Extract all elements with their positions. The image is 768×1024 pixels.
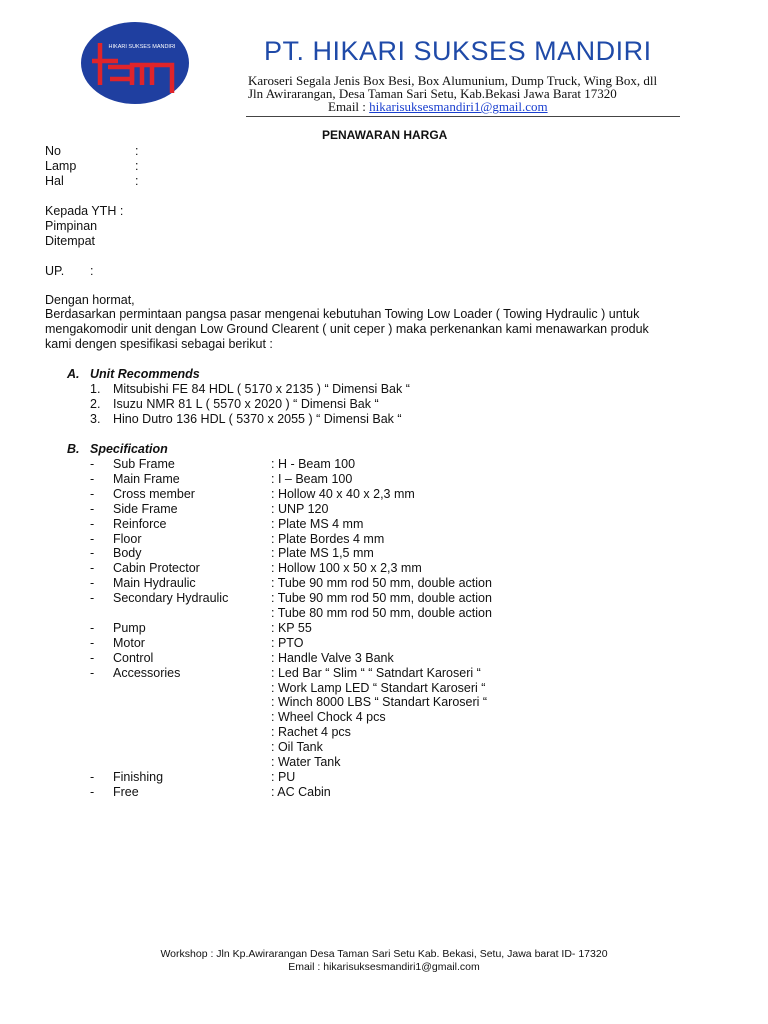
unit-item-text: Hino Dutro 136 HDL ( 5370 x 2055 ) “ Dimensi Bak “ bbox=[113, 412, 402, 426]
section-a-title: Unit Recommends bbox=[90, 367, 200, 381]
spec-dash: - bbox=[90, 561, 95, 576]
spec-dash: - bbox=[90, 516, 95, 531]
greeting: Dengan hormat, bbox=[45, 293, 135, 307]
meta-no-colon: : bbox=[135, 144, 139, 158]
spec-label: Side Frame bbox=[113, 501, 178, 516]
spec-dash: - bbox=[90, 546, 95, 561]
spec-value: : Wheel Chock 4 pcs bbox=[271, 710, 386, 725]
company-tagline: Karoseri Segala Jenis Box Besi, Box Alumunium, Dump Truck, Wing Box, dll bbox=[248, 73, 658, 88]
unit-item-number: 3. bbox=[90, 412, 101, 426]
spec-value: : Work Lamp LED “ Standart Karoseri “ bbox=[271, 680, 486, 695]
meta-hal-colon: : bbox=[135, 174, 139, 188]
spec-value: : Plate MS 1,5 mm bbox=[271, 546, 374, 561]
spec-dash: - bbox=[90, 635, 95, 650]
spec-value: : Winch 8000 LBS “ Standart Karoseri “ bbox=[271, 695, 488, 710]
up-colon: : bbox=[90, 264, 94, 278]
spec-dash: - bbox=[90, 591, 95, 606]
spec-value: : Tube 90 mm rod 50 mm, double action bbox=[271, 576, 492, 591]
email-link[interactable]: hikarisuksesmandiri1@gmail.com bbox=[369, 99, 548, 114]
intro-paragraph-line-3: kami dengen spesifikasi sebagai berikut : bbox=[45, 337, 273, 351]
spec-value: : Led Bar “ Slim “ “ Satndart Karoseri “ bbox=[271, 665, 481, 680]
spec-label: Control bbox=[113, 650, 154, 665]
spec-value: : PU bbox=[271, 769, 296, 784]
spec-dash: - bbox=[90, 531, 95, 546]
spec-dash: - bbox=[90, 486, 95, 501]
meta-lamp-label: Lamp bbox=[45, 159, 77, 173]
meta-hal-label: Hal bbox=[45, 174, 64, 188]
spec-label: Motor bbox=[113, 635, 145, 650]
spec-dash: - bbox=[90, 665, 95, 680]
intro-paragraph-line-2: mengakomodir unit dengan Low Ground Clearent ( unit ceper ) maka perkenankan kami menawarkan produk bbox=[45, 322, 649, 336]
spec-value: : KP 55 bbox=[271, 620, 312, 635]
company-name: PT. HIKARI SUKSES MANDIRI bbox=[264, 36, 652, 66]
spec-label: Pump bbox=[113, 620, 146, 635]
header-email-line bbox=[328, 99, 548, 115]
header-divider bbox=[246, 116, 680, 117]
spec-value: : UNP 120 bbox=[271, 501, 329, 516]
meta-lamp-colon: : bbox=[135, 159, 139, 173]
footer-workshop: Workshop : Jln Kp.Awirarangan Desa Taman Sari Setu Kab. Bekasi, Setu, Jawa barat ID- 17320 bbox=[160, 948, 608, 960]
document-title: PENAWARAN HARGA bbox=[322, 128, 448, 142]
spec-value: : I – Beam 100 bbox=[271, 471, 353, 486]
spec-value: : Water Tank bbox=[271, 755, 341, 769]
spec-dash: - bbox=[90, 501, 95, 516]
spec-label: Accessories bbox=[113, 665, 181, 680]
meta-no-label: No bbox=[45, 144, 61, 158]
spec-value: : Tube 90 mm rod 50 mm, double action bbox=[271, 591, 492, 606]
spec-label: Main Hydraulic bbox=[113, 576, 196, 591]
email-label: Email : bbox=[328, 99, 366, 114]
spec-value: : Plate MS 4 mm bbox=[271, 516, 364, 531]
section-a-marker: A. bbox=[67, 367, 80, 381]
unit-item-text: Mitsubishi FE 84 HDL ( 5170 x 2135 ) “ Dimensi Bak “ bbox=[113, 382, 410, 396]
section-b-marker: B. bbox=[67, 442, 80, 456]
spec-dash: - bbox=[90, 576, 95, 591]
spec-value: : Oil Tank bbox=[271, 740, 323, 755]
logo-text: HIKARI SUKSES MANDIRI bbox=[108, 44, 176, 50]
spec-label: Reinforce bbox=[113, 516, 167, 531]
footer-email: Email : hikarisuksesmandiri1@gmail.com bbox=[288, 961, 480, 973]
spec-label: Secondary Hydraulic bbox=[113, 591, 229, 606]
company-address: Jln Awirarangan, Desa Taman Sari Setu, Kab.Bekasi Jawa Barat 17320 bbox=[248, 86, 617, 101]
spec-value: : Hollow 100 x 50 x 2,3 mm bbox=[271, 561, 422, 576]
spec-value: : H - Beam 100 bbox=[271, 457, 356, 471]
spec-label: Floor bbox=[113, 531, 142, 546]
spec-value: : AC Cabin bbox=[271, 784, 331, 799]
spec-label: Finishing bbox=[113, 769, 164, 784]
spec-value: : PTO bbox=[271, 635, 304, 650]
spec-dash: - bbox=[90, 457, 95, 471]
spec-label: Sub Frame bbox=[113, 457, 175, 471]
spec-value: : Plate Bordes 4 mm bbox=[271, 531, 385, 546]
unit-item-number: 1. bbox=[90, 382, 101, 396]
spec-value: : Hollow 40 x 40 x 2,3 mm bbox=[271, 486, 415, 501]
spec-label: Body bbox=[113, 546, 142, 561]
spec-dash: - bbox=[90, 471, 95, 486]
spec-dash: - bbox=[90, 769, 95, 784]
unit-item-number: 2. bbox=[90, 397, 101, 411]
up-label: UP. bbox=[45, 264, 65, 278]
intro-paragraph-line-1: Berdasarkan permintaan pangsa pasar mengenai kebutuhan Towing Low Loader ( Towing Hydraulic ) untuk bbox=[45, 307, 640, 321]
unit-item-text: Isuzu NMR 81 L ( 5570 x 2020 ) “ Dimensi Bak “ bbox=[113, 397, 379, 411]
spec-label: Free bbox=[113, 784, 139, 799]
section-b-title: Specification bbox=[90, 442, 168, 456]
spec-label: Cross member bbox=[113, 486, 195, 501]
spec-dash: - bbox=[90, 650, 95, 665]
spec-value: : Tube 80 mm rod 50 mm, double action bbox=[271, 606, 492, 620]
recipient-line-2: Pimpinan bbox=[45, 219, 98, 233]
spec-dash: - bbox=[90, 784, 95, 799]
spec-dash: - bbox=[90, 620, 95, 635]
spec-value: : Rachet 4 pcs bbox=[271, 725, 351, 740]
recipient-line-1: Kepada YTH : bbox=[45, 204, 124, 218]
spec-label: Main Frame bbox=[113, 471, 180, 486]
company-logo bbox=[80, 21, 190, 105]
spec-label: Cabin Protector bbox=[113, 561, 200, 576]
recipient-line-3: Ditempat bbox=[45, 234, 96, 248]
spec-value: : Handle Valve 3 Bank bbox=[271, 650, 394, 665]
